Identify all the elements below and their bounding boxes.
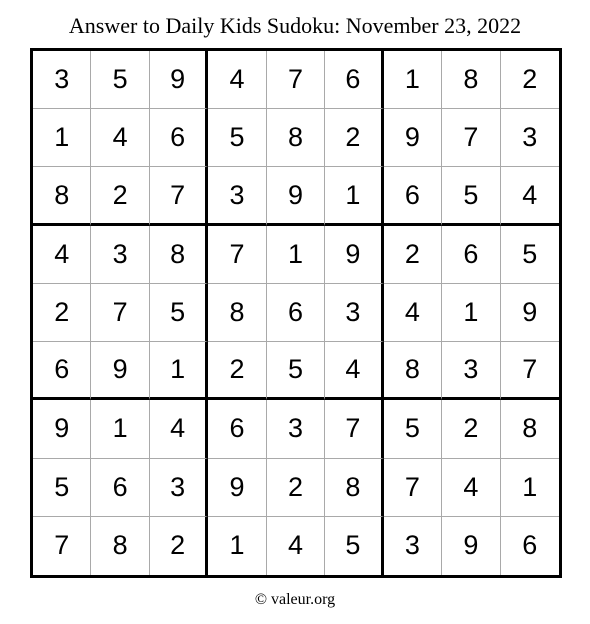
sudoku-cell: 8 xyxy=(384,342,442,400)
sudoku-cell: 5 xyxy=(501,226,559,284)
sudoku-cell: 1 xyxy=(267,226,325,284)
sudoku-cell: 8 xyxy=(325,459,383,517)
sudoku-cell: 3 xyxy=(442,342,500,400)
sudoku-cell: 3 xyxy=(91,226,149,284)
sudoku-cell: 6 xyxy=(267,284,325,342)
sudoku-cell: 4 xyxy=(208,51,266,109)
sudoku-cell: 6 xyxy=(442,226,500,284)
sudoku-cell: 8 xyxy=(501,400,559,458)
sudoku-cell: 5 xyxy=(150,284,208,342)
sudoku-cell: 2 xyxy=(384,226,442,284)
sudoku-cell: 8 xyxy=(91,517,149,575)
sudoku-cell: 1 xyxy=(91,400,149,458)
sudoku-cell: 4 xyxy=(384,284,442,342)
sudoku-cell: 5 xyxy=(384,400,442,458)
sudoku-cell: 9 xyxy=(442,517,500,575)
sudoku-cell: 9 xyxy=(208,459,266,517)
sudoku-cell: 9 xyxy=(33,400,91,458)
sudoku-cell: 5 xyxy=(442,167,500,225)
sudoku-cell: 9 xyxy=(384,109,442,167)
sudoku-cell: 6 xyxy=(325,51,383,109)
sudoku-cell: 3 xyxy=(150,459,208,517)
sudoku-cell: 4 xyxy=(91,109,149,167)
sudoku-cell: 4 xyxy=(150,400,208,458)
sudoku-board xyxy=(30,48,562,578)
sudoku-cell: 1 xyxy=(325,167,383,225)
sudoku-cell: 7 xyxy=(208,226,266,284)
sudoku-cell: 4 xyxy=(33,226,91,284)
sudoku-cell: 6 xyxy=(384,167,442,225)
sudoku-cell: 1 xyxy=(208,517,266,575)
sudoku-cell: 7 xyxy=(501,342,559,400)
sudoku-cell: 3 xyxy=(267,400,325,458)
sudoku-cell: 5 xyxy=(33,459,91,517)
sudoku-cell: 2 xyxy=(501,51,559,109)
sudoku-cell: 2 xyxy=(325,109,383,167)
sudoku-cell: 2 xyxy=(150,517,208,575)
sudoku-cell: 9 xyxy=(150,51,208,109)
sudoku-cell: 1 xyxy=(150,342,208,400)
sudoku-cell: 7 xyxy=(325,400,383,458)
sudoku-cell: 9 xyxy=(91,342,149,400)
sudoku-cell: 6 xyxy=(522,530,538,561)
sudoku-cell: 7 xyxy=(267,51,325,109)
sudoku-cell: 8 xyxy=(208,284,266,342)
sudoku-cell: 3 xyxy=(501,109,559,167)
sudoku-cell: 1 xyxy=(501,459,559,517)
copyright-footer: © valeur.org xyxy=(254,591,336,608)
sudoku-cell: 7 xyxy=(384,459,442,517)
sudoku-cell: 8 xyxy=(442,51,500,109)
sudoku-cell: 1 xyxy=(442,284,500,342)
sudoku-cell: 4 xyxy=(501,167,559,225)
sudoku-cell: 5 xyxy=(91,51,149,109)
sudoku-cell: 9 xyxy=(501,284,559,342)
sudoku-cell: 6 xyxy=(150,109,208,167)
sudoku-cell: 3 xyxy=(33,51,91,109)
sudoku-cell: 7 xyxy=(150,167,208,225)
sudoku-cell: 3 xyxy=(384,517,442,575)
sudoku-cell: 7 xyxy=(33,517,91,575)
sudoku-cell: 5 xyxy=(325,517,383,575)
sudoku-cell: 2 xyxy=(33,284,91,342)
sudoku-cell: 1 xyxy=(33,109,91,167)
sudoku-cell: 4 xyxy=(267,517,325,575)
sudoku-cell: 7 xyxy=(91,284,149,342)
sudoku-cell: 2 xyxy=(442,400,500,458)
page-title: Answer to Daily Kids Sudoku: November 23, 2022 xyxy=(68,13,522,38)
sudoku-cell: 9 xyxy=(267,167,325,225)
sudoku-cell: 2 xyxy=(91,167,149,225)
sudoku-cell: 3 xyxy=(208,167,266,225)
sudoku-cell: 6 xyxy=(91,459,149,517)
sudoku-cell: 6 xyxy=(208,400,266,458)
sudoku-cell: 6 xyxy=(33,342,91,400)
sudoku-cell: 2 xyxy=(267,459,325,517)
sudoku-cell: 1 xyxy=(384,51,442,109)
sudoku-cell: 8 xyxy=(33,167,91,225)
sudoku-cell: 5 xyxy=(208,109,266,167)
sudoku-cell: 5 xyxy=(267,342,325,400)
sudoku-cell: 8 xyxy=(150,226,208,284)
sudoku-cell: 2 xyxy=(208,342,266,400)
sudoku-cell: 9 xyxy=(325,226,383,284)
sudoku-cell: 7 xyxy=(442,109,500,167)
sudoku-cell: 4 xyxy=(325,342,383,400)
sudoku-cell: 8 xyxy=(267,109,325,167)
sudoku-cell: 3 xyxy=(325,284,383,342)
sudoku-cell: 4 xyxy=(442,459,500,517)
